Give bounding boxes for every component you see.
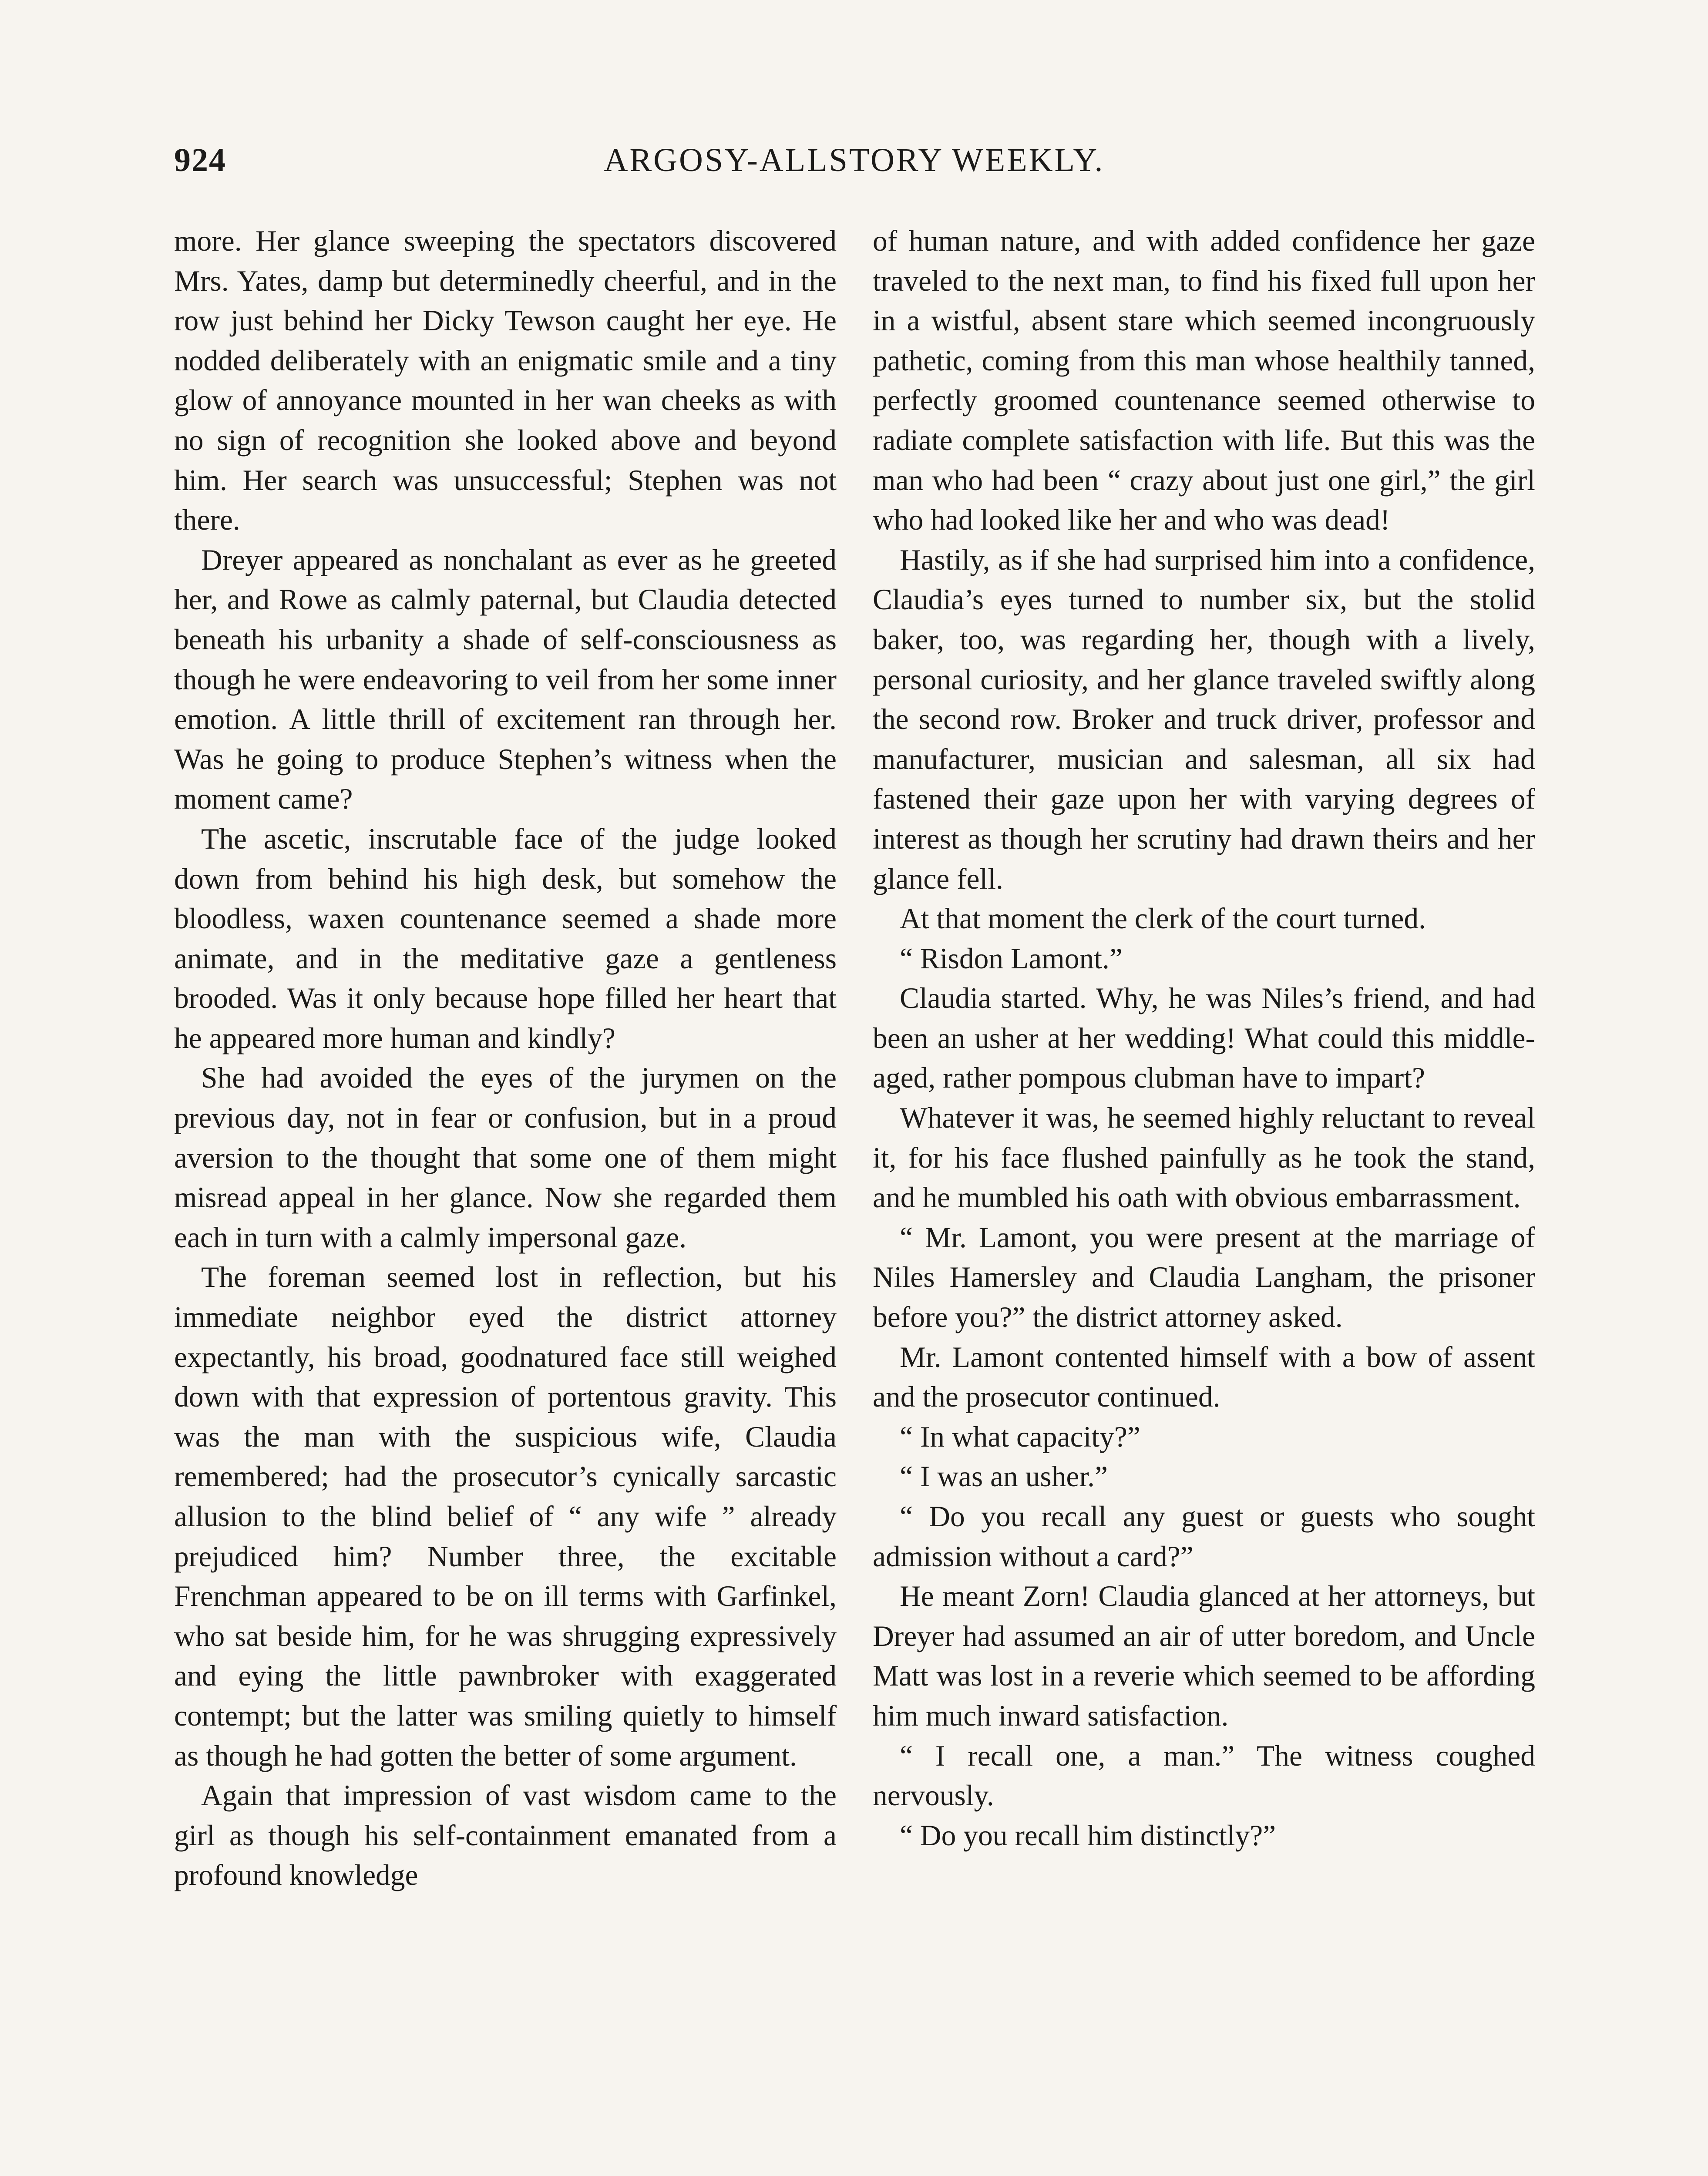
paragraph: He meant Zorn! Claudia glanced at her attorneys, but Dreyer had assumed an air of utter boredom, and Uncle Matt was lost in a reverie which seemed to be affording him much inward satisfaction. <box>873 1580 1535 1732</box>
paragraph: Again that impression of vast wisdom came to the girl as though his self-containment emanated from a profound knowledge <box>174 1779 837 1892</box>
paragraph: “ Do you recall any guest or guests who sought admission without a card?” <box>873 1500 1535 1573</box>
paragraph: Mr. Lamont contented himself with a bow of assent and the prosecutor continued. <box>873 1340 1535 1414</box>
page-number: 924 <box>174 142 226 178</box>
left-column <box>174 221 837 1895</box>
page-header <box>174 141 1534 189</box>
paragraph: The ascetic, inscrutable face of the judge looked down from behind his high desk, but somehow the bloodless, waxen countenance seemed a shade more animate, and in the meditative gaze a gentleness brooded. Was it only because hope filled her heart that he appeared more human and kindly? <box>174 822 837 1054</box>
paragraph: Hastily, as if she had surprised him into a confidence, Claudia’s eyes turned to number six, but the stolid baker, too, was regarding her, though with a lively, personal curiosity, and her glance traveled swiftly along the second row. Broker and truck driver, professor and manufacturer, musician and salesman, all six had fastened their gaze upon her with varying degrees of interest as though her scrutiny had drawn theirs and her glance fell. <box>873 543 1535 895</box>
paragraph: She had avoided the eyes of the jurymen on the previous day, not in fear or confusion, but in a proud aversion to the thought that some one of them might misread appeal in her glance. Now she regarded them each in turn with a calmly impersonal gaze. <box>174 1061 837 1254</box>
paragraph: Claudia started. Why, he was Niles’s friend, and had been an usher at her wedding! What could this middle-aged, rather pompous clubman have to impart? <box>873 982 1535 1095</box>
paragraph: Dreyer appeared as nonchalant as ever as he greeted her, and Rowe as calmly paternal, but Claudia detected beneath his urbanity a shade of self-consciousness as though he were endeavoring to veil from her some inner emotion. A little thrill of excitement ran through her. Was he going to produce Stephen’s witness when the moment came? <box>174 543 837 816</box>
paragraph: “ Mr. Lamont, you were present at the marriage of Niles Hamersley and Claudia Langham, the prisoner before you?” the district attorney asked. <box>873 1221 1535 1334</box>
paragraph: At that moment the clerk of the court turned. <box>900 902 1426 935</box>
paragraph: Whatever it was, he seemed highly reluctant to reveal it, for his face flushed painfully as he took the stand, and he mumbled his oath with obvious embarrassment. <box>873 1101 1535 1214</box>
paragraph: “ Do you recall him distinctly?” <box>900 1819 1276 1852</box>
paragraph: more. Her glance sweeping the spectators discovered Mrs. Yates, damp but determinedly cheerful, and in the row just behind her Dicky Tewson caught her eye. He nodded deliberately with an enigmatic smile and a tiny glow of annoyance mounted in her wan cheeks as with no sign of recognition she looked above and beyond him. Her search was unsuccessful; Stephen was not there. <box>174 225 837 537</box>
paragraph: “ I was an usher.” <box>900 1460 1108 1493</box>
paragraph: of human nature, and with added confidence her gaze traveled to the next man, to find his fixed full upon her in a wistful, absent stare which seemed incongruously pathetic, coming from this man whose healthily tanned, perfectly groomed countenance seemed otherwise to radiate complete satisfaction with life. But this was the man who had been “ crazy about just one girl,” the girl who had looked like her and who was dead! <box>873 225 1535 537</box>
right-column <box>873 221 1535 1855</box>
paragraph: The foreman seemed lost in reflection, but his immediate neighbor eyed the district attorney expectantly, his broad, goodnatured face still weighed down with that expression of portentous gravity. This was the man with the suspicious wife, Claudia remembered; had the prosecutor’s cynically sarcastic allusion to the blind belief of “ any wife ” already prejudiced him? Number three, the excitable Frenchman appeared to be on ill terms with Garfinkel, who sat beside him, for he was shrugging expressively and eying the little pawnbroker with exaggerated contempt; but the latter was smiling quietly to himself as though he had gotten the better of some argument. <box>174 1261 837 1772</box>
running-title: ARGOSY-ALLSTORY WEEKLY. <box>604 142 1105 178</box>
paragraph: “ Risdon Lamont.” <box>900 942 1123 975</box>
paragraph: “ In what capacity?” <box>900 1420 1140 1453</box>
paragraph: “ I recall one, a man.” The witness coughed nervously. <box>873 1739 1535 1812</box>
